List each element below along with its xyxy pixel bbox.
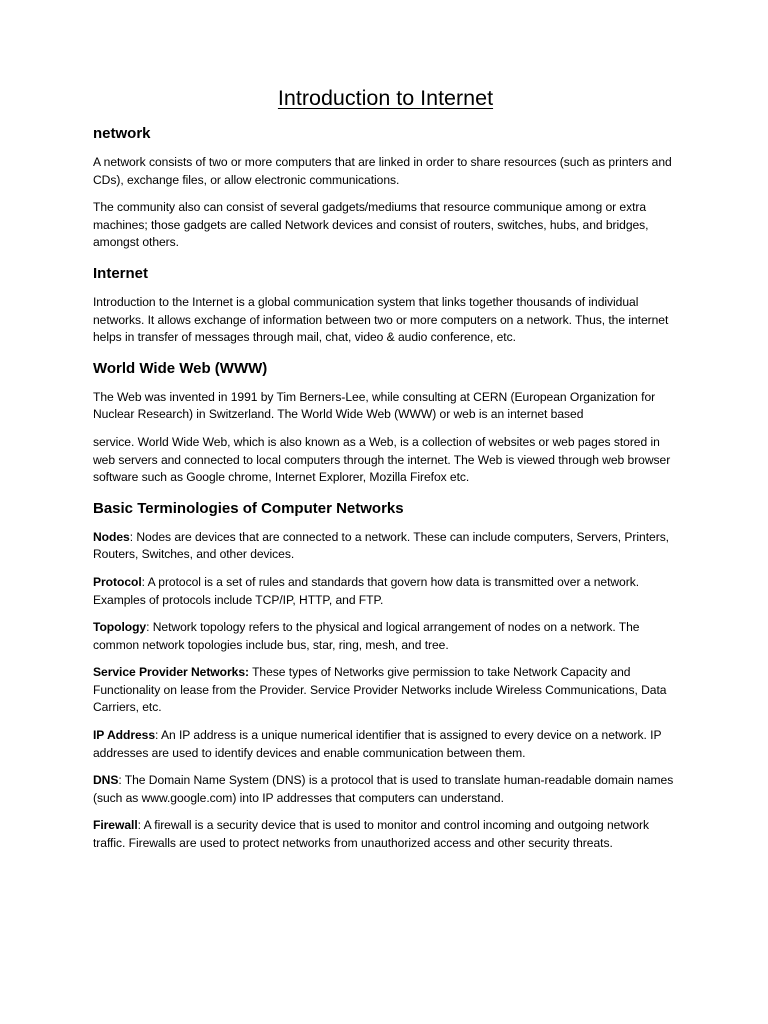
section-heading-terminology: Basic Terminologies of Computer Networks bbox=[93, 499, 404, 517]
term-definition: The Domain Name System (DNS) is a protocol that is used to translate human-readable domain names (such as www.google.com) into IP addresses that computers can understand. bbox=[93, 773, 674, 805]
term-protocol: Protocol: A protocol is a set of rules and standards that govern how data is transmitted over a network. Examples of protocols include TCP/IP, HTTP, and FTP. bbox=[93, 574, 640, 607]
internet-paragraph-1: Introduction to the Internet is a global communication system that links together thousands of individual networks. It allows exchange of information between two or more computers on a network. Thus, the internet helps in transfer of messages through mail, chat, video & audio conference, etc. bbox=[93, 294, 669, 345]
term-label: DNS bbox=[93, 773, 119, 788]
document-title: Introduction to Internet bbox=[277, 86, 494, 110]
term-label: Service Provider Networks: bbox=[93, 665, 249, 680]
term-definition: Network topology refers to the physical and logical arrangement of nodes on a network. The common network topologies include bus, star, ring, mesh, and tree. bbox=[93, 620, 640, 652]
term-nodes: Nodes: Nodes are devices that are connected to a network. These can include computers, Servers, Printers, Routers, Switches, and other devices. bbox=[93, 529, 669, 562]
document-page bbox=[93, 86, 678, 863]
term-firewall: Firewall: A firewall is a security device that is used to monitor and control incoming and outgoing network traffic. Firewalls are used to protect networks from unauthorized access and other security threats. bbox=[93, 818, 649, 851]
term-definition: An IP address is a unique numerical identifier that is assigned to every device on a network. IP addresses are used to identify devices and enable communication between them. bbox=[93, 728, 662, 760]
term-label: Firewall bbox=[93, 818, 138, 833]
term-label: IP Address bbox=[93, 728, 156, 743]
term-definition: A firewall is a security device that is used to monitor and control incoming and outgoing network traffic. Firewalls are used to protect networks from unauthorized access and other security threats. bbox=[93, 818, 649, 851]
term-service-provider-networks bbox=[93, 664, 678, 717]
section-heading-www: World Wide Web (WWW) bbox=[93, 359, 268, 377]
term-ip-address: IP Address: An IP address is a unique numerical identifier that is assigned to every device on a network. IP addresses are used to identify devices and enable communication between them. bbox=[93, 728, 662, 760]
term-topology: Topology: Network topology refers to the physical and logical arrangement of nodes on a network. The common network topologies include bus, star, ring, mesh, and tree. bbox=[93, 620, 640, 652]
network-paragraph-1: A network consists of two or more computers that are linked in order to share resources (such as printers and CDs), exchange files, or allow electronic communications. bbox=[93, 155, 672, 187]
term-label: Nodes bbox=[93, 529, 130, 544]
network-paragraph-2: The community also can consist of several gadgets/mediums that resource communique among or extra machines; those gadgets are called Network devices and consist of routers, switches, hubs, and bridges, amongst others. bbox=[93, 200, 649, 250]
www-paragraph-2: service. World Wide Web, which is also known as a Web, is a collection of websites or web pages stored in web servers and connected to local computers through the internet. The Web is viewed through web browser software such as Google chrome, Internet Explorer, Mozilla Firefox etc. bbox=[93, 434, 671, 485]
term-dns: DNS: The Domain Name System (DNS) is a protocol that is used to translate human-readable domain names (such as www.google.com) into IP addresses that computers can understand. bbox=[93, 773, 674, 805]
term-definition: A protocol is a set of rules and standards that govern how data is transmitted over a network. Examples of protocols include TCP/IP, HTTP, and FTP. bbox=[93, 574, 640, 607]
www-paragraph-1: The Web was invented in 1991 by Tim Berners-Lee, while consulting at CERN (European Organization for Nuclear Research) in Switzerland. The World Wide Web (WWW) or web is an internet based bbox=[93, 389, 656, 422]
term-label: Topology bbox=[93, 620, 147, 635]
term-label: Protocol bbox=[93, 574, 142, 589]
section-heading-internet: Internet bbox=[93, 264, 149, 282]
term-definition: These types of Networks give permission to take Network Capacity and Functionality on lease from the Provider. Service Provider Networks include Wireless Communications, Data Carriers, etc. bbox=[93, 665, 667, 715]
term-definition: Nodes are devices that are connected to a network. These can include computers, Servers, Printers, Routers, Switches, and other devices. bbox=[93, 529, 669, 562]
section-heading-network: network bbox=[93, 125, 151, 142]
